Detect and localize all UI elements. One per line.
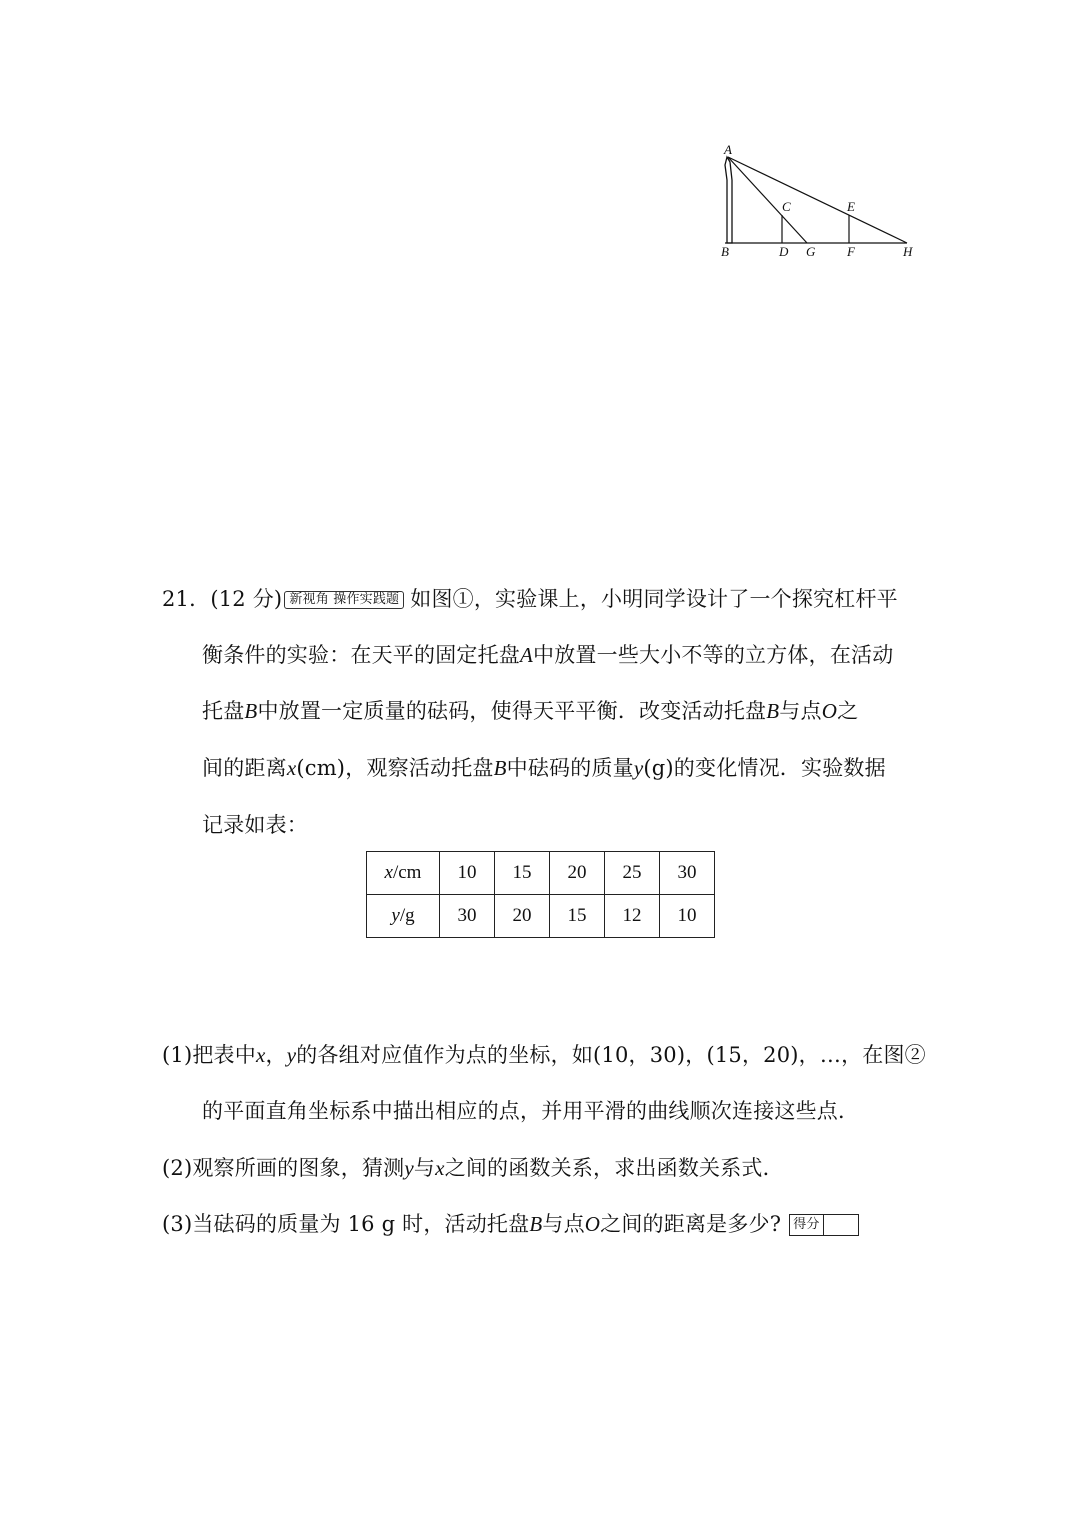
- problem-line-5: 记录如表：: [202, 813, 308, 837]
- problem-text: 如图①，实验课上，小明同学设计了一个探究杠杆平: [410, 587, 898, 611]
- table-cell: 20: [550, 852, 605, 895]
- label-G: G: [806, 244, 816, 259]
- table-row-x: [367, 852, 715, 895]
- problem-line-2: [202, 641, 893, 669]
- problem-text: (cm)，观察活动托盘: [296, 756, 494, 780]
- question-text: 之间的函数关系，求出函数关系式．: [444, 1156, 784, 1180]
- question-text: 与: [413, 1156, 436, 1180]
- question-3: [162, 1210, 859, 1238]
- pole-AB: [725, 157, 732, 243]
- score-box: [789, 1214, 858, 1236]
- variable-A: A: [520, 643, 534, 667]
- problem-text: 中放置一定质量的砝码，使得天平平衡．改变活动托盘: [257, 699, 767, 723]
- problem-points: (12 分): [210, 587, 283, 611]
- problem-tag: 新视角 操作实践题: [284, 591, 404, 609]
- score-input-box[interactable]: [824, 1215, 858, 1235]
- table-row-y: [367, 895, 715, 938]
- variable-y: y: [404, 1156, 414, 1180]
- data-table: [366, 851, 715, 938]
- table-cell: 30: [440, 895, 495, 938]
- question-text: 与点: [542, 1212, 585, 1236]
- variable-x: x: [286, 756, 297, 780]
- question-2: [162, 1154, 784, 1182]
- score-label: 得分: [790, 1215, 823, 1235]
- table-cell: 30: [660, 852, 715, 895]
- variable-y: y: [391, 905, 400, 926]
- line-AH: [728, 157, 907, 243]
- table-cell: 15: [495, 852, 550, 895]
- unit-cm: /cm: [392, 862, 422, 883]
- label-C: C: [782, 199, 791, 214]
- variable-B: B: [766, 699, 780, 723]
- question-text: (2)观察所画的图象，猜测: [162, 1156, 405, 1180]
- label-E: E: [847, 199, 855, 214]
- question-text: 之间的距离是多少?: [600, 1212, 782, 1236]
- variable-x: x: [384, 862, 393, 883]
- problem-line-3: [202, 697, 858, 725]
- label-B: B: [721, 244, 729, 259]
- label-F: F: [847, 244, 855, 259]
- problem-text: (g)的变化情况．实验数据: [643, 756, 886, 780]
- problem-text: 托盘: [202, 699, 245, 723]
- variable-O: O: [584, 1212, 601, 1236]
- variable-B: B: [529, 1212, 543, 1236]
- question-text: 的各组对应值作为点的坐标，如(10，30)，(15，20)，…，在图②: [296, 1043, 926, 1067]
- question-1-line-2: 的平面直角坐标系中描出相应的点，并用平滑的曲线顺次连接这些点．: [202, 1099, 860, 1123]
- geometry-figure: [710, 140, 930, 265]
- variable-x: x: [435, 1156, 445, 1180]
- problem-number: 21．: [162, 587, 211, 611]
- label-A: A: [724, 142, 732, 157]
- table-cell: 20: [495, 895, 550, 938]
- line-AG: [728, 157, 807, 243]
- variable-B: B: [493, 756, 507, 780]
- label-H: H: [903, 244, 913, 259]
- problem-text: 衡条件的实验：在天平的固定托盘: [202, 643, 520, 667]
- question-text: ，: [265, 1043, 287, 1067]
- problem-text: 中放置一些大小不等的立方体，在活动: [533, 643, 894, 667]
- table-cell: 10: [660, 895, 715, 938]
- question-1-line-1: [162, 1041, 926, 1069]
- variable-x: x: [255, 1043, 266, 1067]
- variable-B: B: [244, 699, 258, 723]
- variable-y: y: [286, 1043, 297, 1067]
- variable-y: y: [633, 756, 644, 780]
- problem-text: 中砝码的质量: [506, 756, 634, 780]
- table-cell: 15: [550, 895, 605, 938]
- problem-text: 与点: [779, 699, 822, 723]
- table-header-y: [367, 895, 440, 938]
- unit-g: /g: [399, 905, 415, 926]
- table-cell: 10: [440, 852, 495, 895]
- triangle-diagram: [710, 140, 930, 265]
- variable-O: O: [821, 699, 838, 723]
- problem-line-4: [202, 754, 886, 782]
- problem-text: 间的距离: [202, 756, 287, 780]
- problem-text: 之: [837, 699, 859, 723]
- table-header-x: [367, 852, 440, 895]
- problem-line-1: [162, 585, 898, 613]
- question-text: (1)把表中: [162, 1043, 256, 1067]
- question-text: (3)当砝码的质量为 16 g 时，活动托盘: [162, 1212, 530, 1236]
- label-D: D: [779, 244, 789, 259]
- table-cell: 12: [605, 895, 660, 938]
- table-cell: 25: [605, 852, 660, 895]
